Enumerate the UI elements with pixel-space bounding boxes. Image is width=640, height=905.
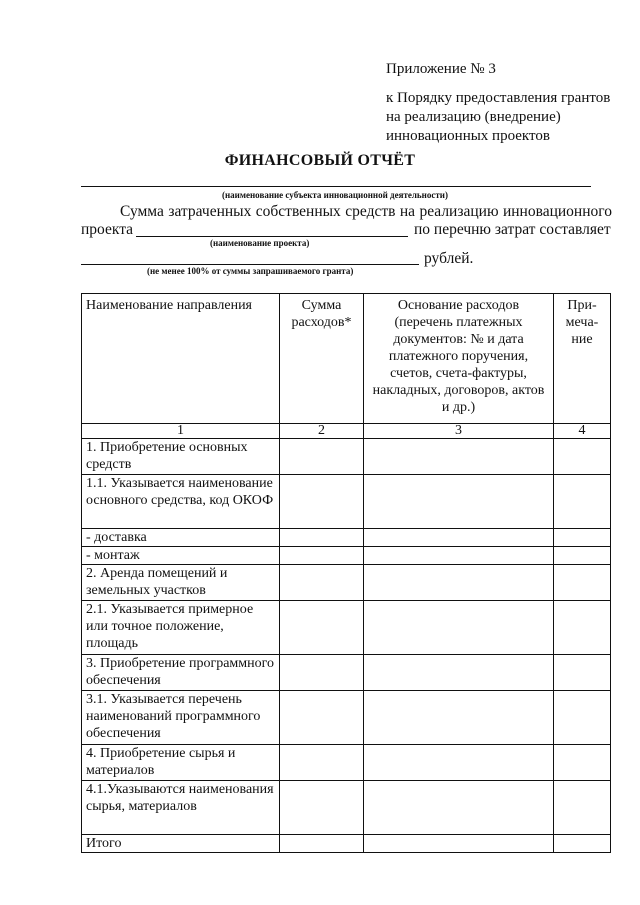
amount-cell[interactable] <box>280 601 364 655</box>
row-label: 2.1. Указывается примерное или точное положение, площадь <box>82 601 280 655</box>
header-note: При-меча-ние <box>554 294 611 424</box>
amount-cell[interactable] <box>280 529 364 547</box>
note-cell[interactable] <box>554 835 611 853</box>
amount-fill-line <box>81 264 419 265</box>
row-label: 1.1. Указывается наименование основного средства, код ОКОФ <box>82 475 280 529</box>
financial-report-table <box>81 293 611 853</box>
subject-fill-line <box>81 186 591 187</box>
note-cell[interactable] <box>554 439 611 475</box>
column-number: 1 <box>82 424 280 439</box>
row-label: - монтаж <box>82 547 280 565</box>
row-label: 4.1.Указываются наименования сырья, материалов <box>82 781 280 835</box>
amount-cell[interactable] <box>280 547 364 565</box>
note-cell[interactable] <box>554 547 611 565</box>
appendix-number: Приложение № 3 <box>386 61 496 77</box>
basis-cell[interactable] <box>364 655 554 691</box>
table-row <box>82 655 611 691</box>
basis-cell[interactable] <box>364 781 554 835</box>
basis-cell[interactable] <box>364 835 554 853</box>
project-caption: (наименование проекта) <box>210 238 310 248</box>
table-row <box>82 439 611 475</box>
header-direction: Наименование направления <box>82 294 280 424</box>
basis-cell[interactable] <box>364 691 554 745</box>
basis-cell[interactable] <box>364 565 554 601</box>
subject-caption: (наименование субъекта инновационной деятельности) <box>222 190 448 200</box>
column-number: 4 <box>554 424 611 439</box>
amount-cell[interactable] <box>280 475 364 529</box>
amount-cell[interactable] <box>280 745 364 781</box>
basis-cell[interactable] <box>364 601 554 655</box>
row-label: 3.1. Указывается перечень наименований программного обеспечения <box>82 691 280 745</box>
table-row <box>82 745 611 781</box>
note-cell[interactable] <box>554 745 611 781</box>
appendix-line: инновационных проектов <box>386 128 550 144</box>
project-fill-line <box>136 236 408 237</box>
appendix-line: к Порядку предоставления грантов <box>386 90 611 106</box>
table-row <box>82 691 611 745</box>
amount-cell[interactable] <box>280 691 364 745</box>
column-number: 2 <box>280 424 364 439</box>
amount-cell[interactable] <box>280 655 364 691</box>
appendix-line: на реализацию (внедрение) <box>386 109 561 125</box>
note-cell[interactable] <box>554 601 611 655</box>
column-number: 3 <box>364 424 554 439</box>
basis-cell[interactable] <box>364 439 554 475</box>
amount-cell[interactable] <box>280 781 364 835</box>
basis-cell[interactable] <box>364 529 554 547</box>
rubles-label: рублей. <box>424 250 474 267</box>
amount-cell[interactable] <box>280 835 364 853</box>
grant-caption: (не менее 100% от суммы запрашиваемого гранта) <box>147 266 354 276</box>
row-label: 4. Приобретение сырья и материалов <box>82 745 280 781</box>
amount-cell[interactable] <box>280 565 364 601</box>
table-header-row <box>82 294 611 424</box>
column-number-row <box>82 424 611 439</box>
table-row <box>82 601 611 655</box>
row-label: 2. Аренда помещений и земельных участков <box>82 565 280 601</box>
sentence-line-1: Сумма затраченных собственных средств на реализацию инновационного <box>120 203 612 220</box>
header-basis: Основание расходов (перечень платежных документов: № и дата платежного поручения, счетов, счета-фактуры, накладных, договоров, актов и др.) <box>364 294 554 424</box>
basis-cell[interactable] <box>364 475 554 529</box>
basis-cell[interactable] <box>364 547 554 565</box>
sentence-project-label: проекта <box>81 221 134 238</box>
table-row <box>82 547 611 565</box>
document-title: ФИНАНСОВЫЙ ОТЧЁТ <box>224 152 416 169</box>
table-row <box>82 781 611 835</box>
row-label-total: Итого <box>82 835 280 853</box>
header-amount: Сумма расходов* <box>280 294 364 424</box>
table-row <box>82 475 611 529</box>
sentence-cost-text: по перечню затрат составляет <box>414 221 611 238</box>
row-label: 1. Приобретение основных средств <box>82 439 280 475</box>
note-cell[interactable] <box>554 475 611 529</box>
note-cell[interactable] <box>554 691 611 745</box>
note-cell[interactable] <box>554 565 611 601</box>
appendix-block <box>386 60 610 146</box>
basis-cell[interactable] <box>364 745 554 781</box>
note-cell[interactable] <box>554 781 611 835</box>
row-label: - доставка <box>82 529 280 547</box>
table-row <box>82 529 611 547</box>
note-cell[interactable] <box>554 529 611 547</box>
note-cell[interactable] <box>554 655 611 691</box>
amount-cell[interactable] <box>280 439 364 475</box>
table-row <box>82 565 611 601</box>
row-label: 3. Приобретение программного обеспечения <box>82 655 280 691</box>
table-row-total <box>82 835 611 853</box>
